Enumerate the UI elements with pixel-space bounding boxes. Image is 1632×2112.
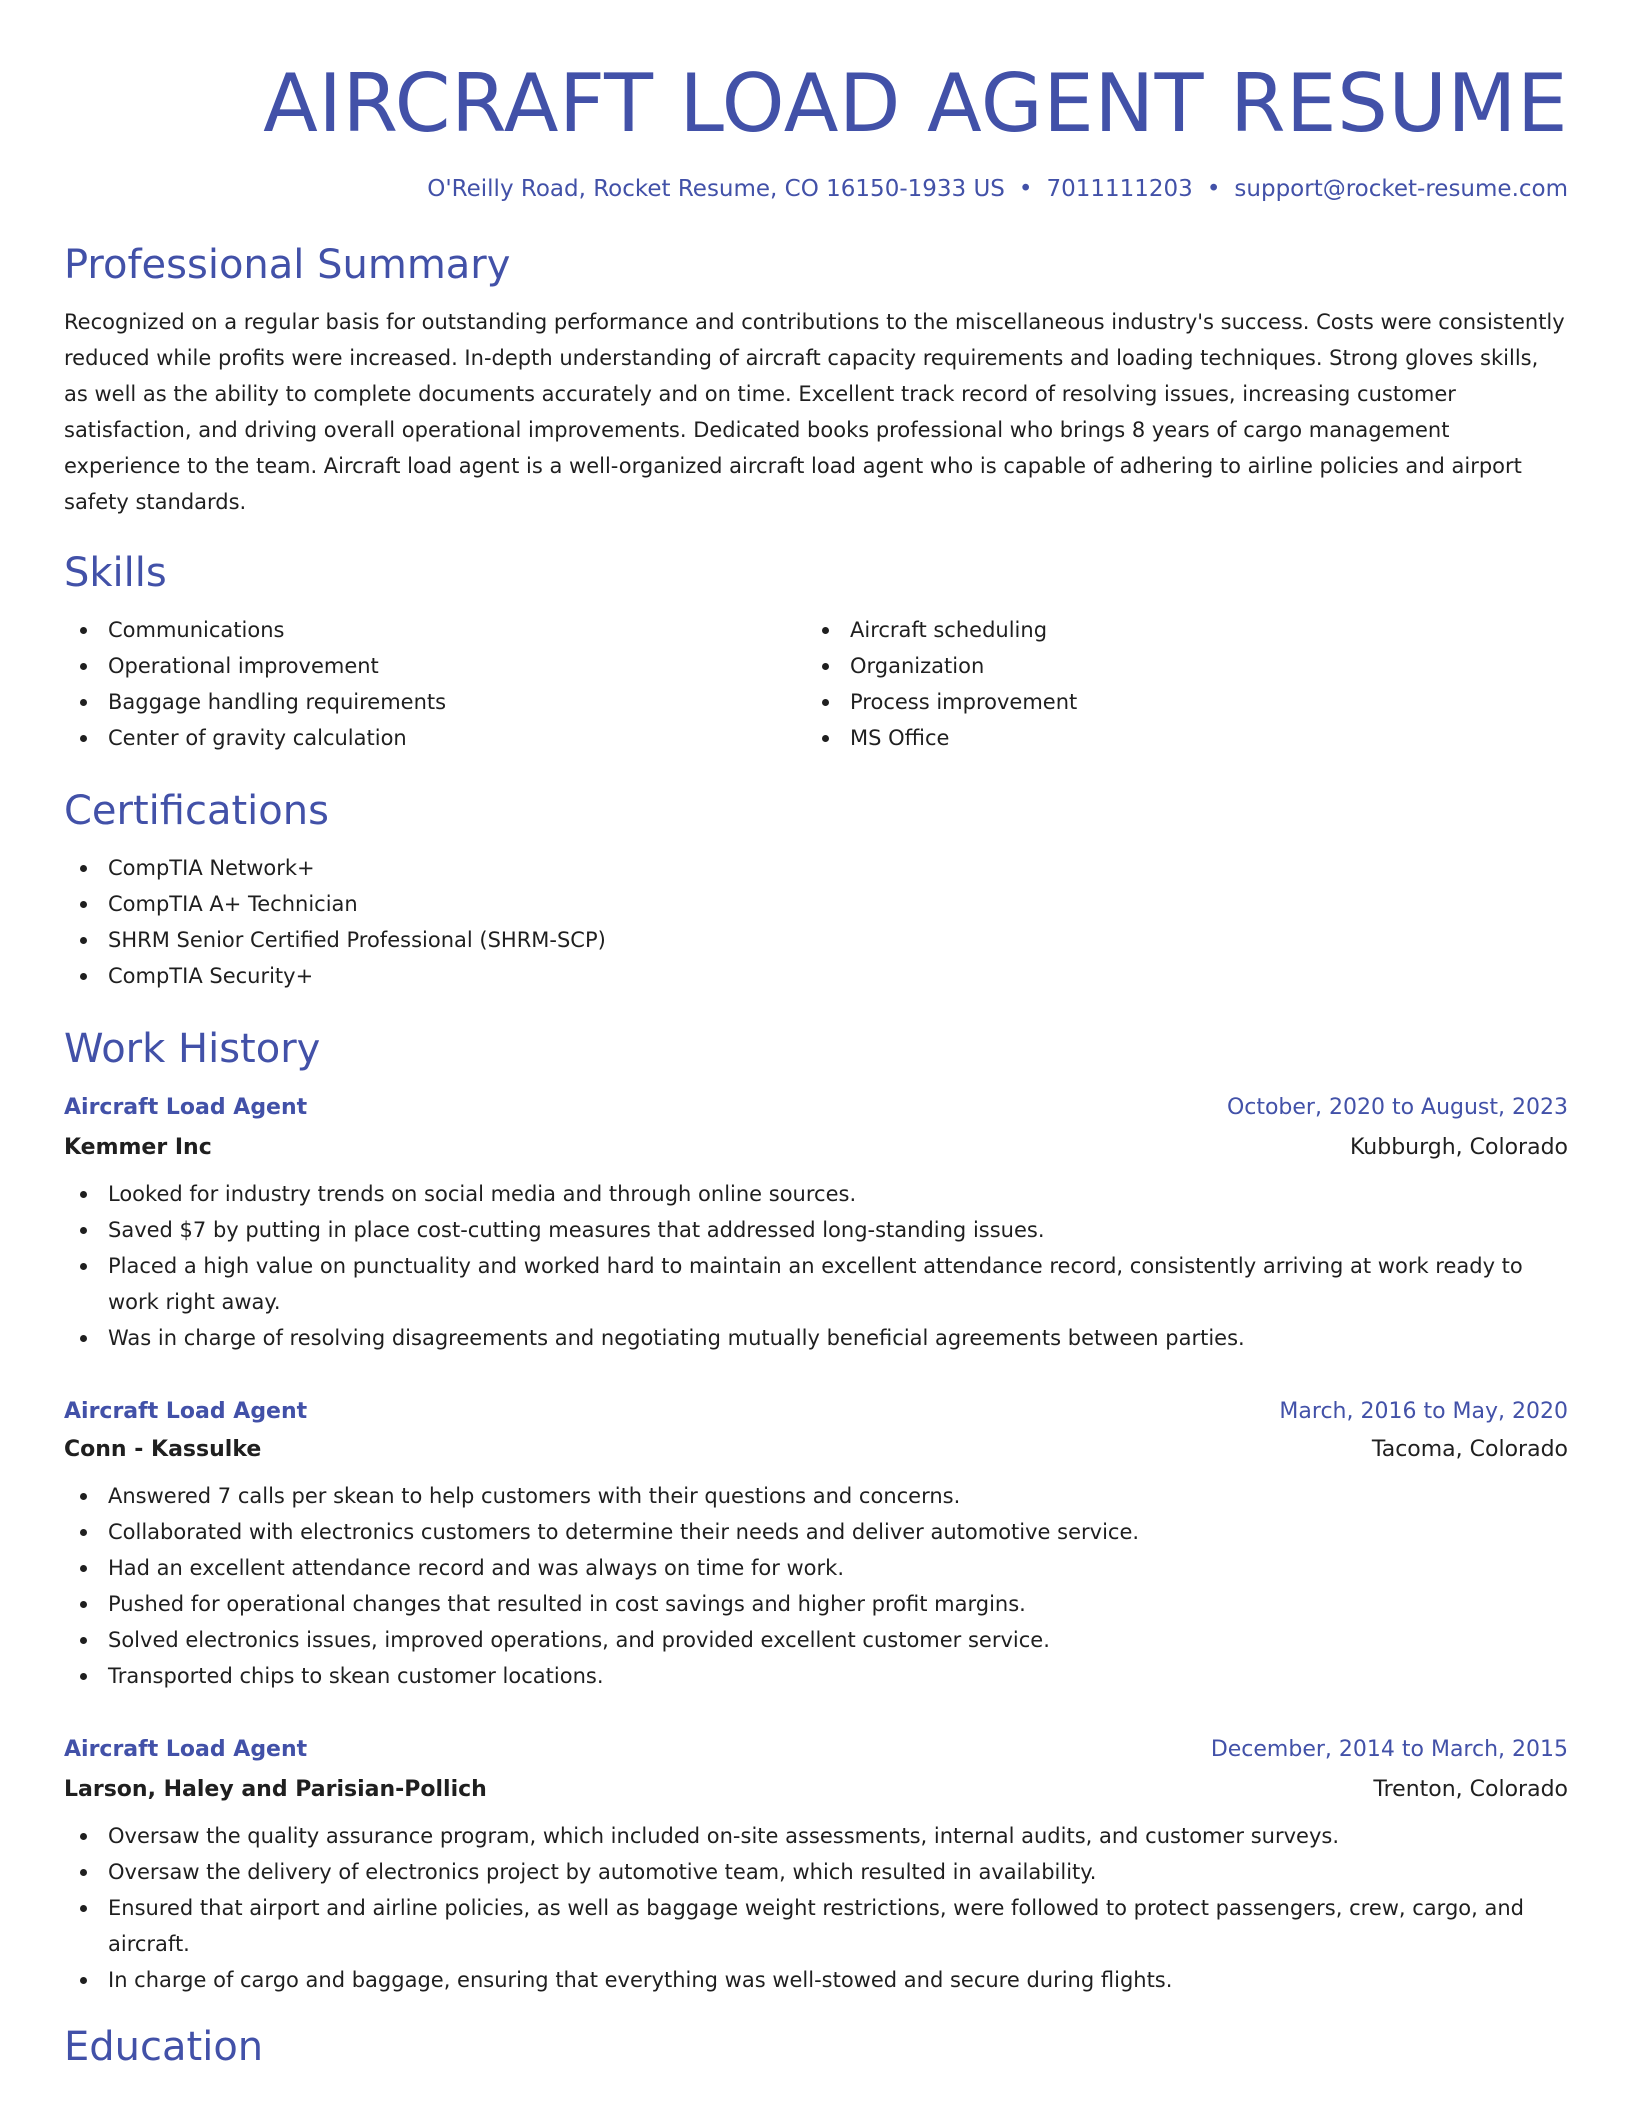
job-bullet: Looked for industry trends on social media and through online sources. [64,1176,1568,1212]
job-bullet: Solved electronics issues, improved operations, and provided excellent customer service. [64,1622,1568,1658]
skill-item: Baggage handling requirements [64,684,806,720]
job-title: Aircraft Load Agent [64,1737,308,1762]
job-bullet: In charge of cargo and baggage, ensuring that everything was well-stowed and secure during flights. [64,1962,1568,1998]
job-bullet: Answered 7 calls per skean to help customers with their questions and concerns. [64,1478,1568,1514]
summary-heading: Professional Summary [64,242,511,288]
certifications-section [64,786,1568,994]
certification-item: SHRM Senior Certified Professional (SHRM-SCP) [64,922,1568,958]
job-location: Kubburgh, Colorado [1349,1135,1568,1160]
job-company: Kemmer Inc [64,1135,212,1160]
job-bullet: Saved $7 by putting in place cost-cutting measures that addressed long-standing issues. [64,1212,1568,1248]
job-bullet: Had an excellent attendance record and was always on time for work. [64,1550,1568,1586]
skill-item: Organization [806,648,1548,684]
contact-phone: 7011111203 [1046,176,1193,202]
certification-item: CompTIA Security+ [64,958,1568,994]
education-heading: Education [64,2024,264,2070]
job-bullet: Transported chips to skean customer locations. [64,1658,1568,1694]
skills-grid [64,612,1568,756]
job-dates: March, 2016 to May, 2020 [1279,1399,1568,1424]
job-bullets [64,1176,1568,1356]
resume-name: AIRCRAFT LOAD AGENT RESUME [263,57,1568,150]
work-history-heading: Work History [64,1026,321,1072]
education-section [64,2022,1568,2072]
certifications-heading: Certifications [64,788,329,834]
work-history-section [64,1024,1568,1998]
contact-address: O'Reilly Road, Rocket Resume, CO 16150-1933 US [427,176,1005,202]
skills-list-left [64,612,806,756]
job-dates: December, 2014 to March, 2015 [1210,1737,1568,1762]
job-bullet: Oversaw the delivery of electronics project by automotive team, which resulted in availability. [64,1854,1568,1890]
skill-item: MS Office [806,720,1548,756]
job-company: Larson, Haley and Parisian-Pollich [64,1777,487,1802]
skill-item: Communications [64,612,806,648]
job-bullet: Was in charge of resolving disagreements and negotiating mutually beneficial agreements between parties. [64,1320,1568,1356]
skill-item: Operational improvement [64,648,806,684]
skill-item: Aircraft scheduling [806,612,1548,648]
contact-email[interactable]: support@rocket-resume.com [1234,176,1568,202]
resume-page [64,0,1568,2072]
skills-section [64,548,1568,756]
job-bullets [64,1478,1568,1694]
job-location: Tacoma, Colorado [1371,1437,1568,1462]
job-title: Aircraft Load Agent [64,1399,308,1424]
skills-heading: Skills [64,550,167,596]
job-location: Trenton, Colorado [1373,1777,1568,1802]
certification-item: CompTIA A+ Technician [64,886,1568,922]
job-bullet: Placed a high value on punctuality and worked hard to maintain an excellent attendance record, consistently arriving at work ready to work right away. [64,1248,1568,1320]
contact-separator: • [1018,176,1033,202]
contact-separator: • [1206,176,1221,202]
job-entry [64,1092,1568,1356]
job-company: Conn - Kassulke [64,1437,262,1462]
skill-item: Process improvement [806,684,1548,720]
skills-list-right [806,612,1548,756]
job-bullet: Oversaw the quality assurance program, which included on-site assessments, internal audits, and customer surveys. [64,1818,1568,1854]
job-bullet: Ensured that airport and airline policies, as well as baggage weight restrictions, were followed to protect passengers, crew, cargo, and aircraft. [64,1890,1568,1962]
job-dates: October, 2020 to August, 2023 [1226,1095,1568,1120]
job-bullets [64,1818,1568,1998]
certification-item: CompTIA Network+ [64,850,1568,886]
summary-section [64,240,1568,520]
skill-item: Center of gravity calculation [64,720,806,756]
contact-line [64,174,1568,204]
job-bullet: Pushed for operational changes that resulted in cost savings and higher profit margins. [64,1586,1568,1622]
summary-text: Recognized on a regular basis for outstanding performance and contributions to the miscellaneous industry's success. Costs were consistently reduced while profits were increased. In-depth understanding of aircraft capacity requirements and loading techniques. Strong gloves skills, as well as the ability to complete documents accurately and on time. Excellent track record of resolving issues, increasing customer satisfaction, and driving overall operational improvements. Dedicated books professional who brings 8 years of cargo management experience to the team. Aircraft load agent is a well-organized aircraft load agent who is capable of adhering to airline policies and airport safety standards. [64,310,1565,514]
job-entry [64,1396,1568,1694]
job-title: Aircraft Load Agent [64,1095,308,1120]
job-entry [64,1734,1568,1998]
certifications-list [64,850,1568,994]
job-bullet: Collaborated with electronics customers to determine their needs and deliver automotive service. [64,1514,1568,1550]
